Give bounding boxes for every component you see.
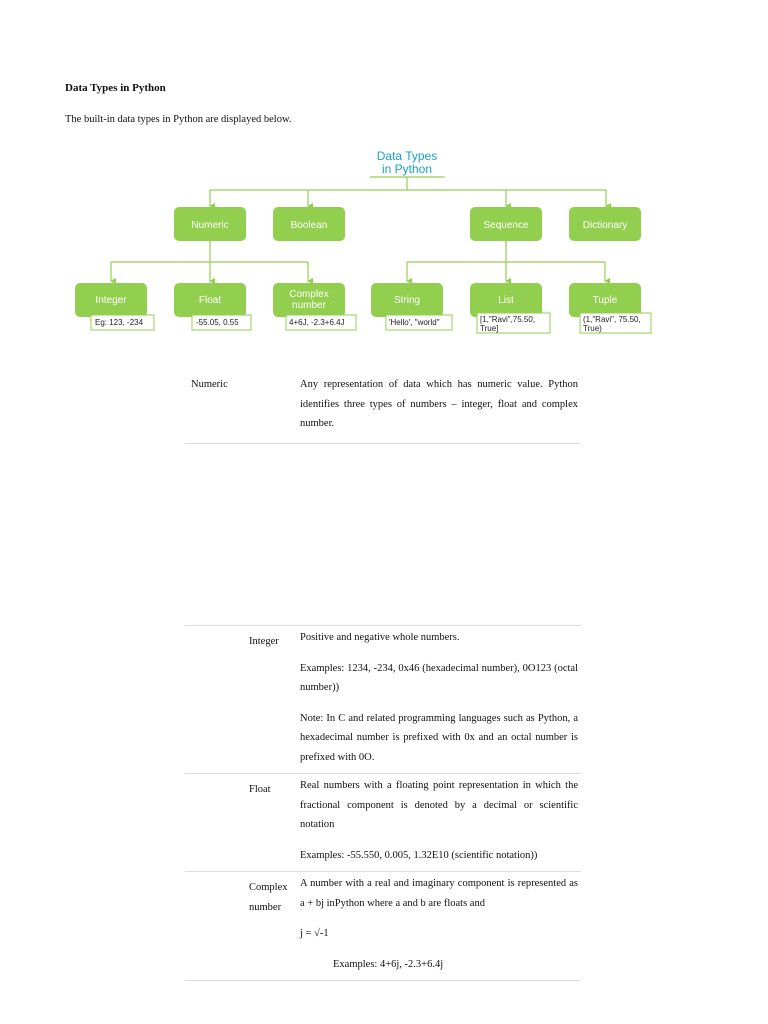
type-list-label: List — [498, 295, 514, 306]
page-heading: Data Types in Python — [65, 82, 166, 94]
type-tuple-label: Tuple — [592, 295, 618, 306]
numeric-table-row — [185, 375, 581, 444]
diagram-root-label-line2: in Python — [381, 162, 433, 176]
table-row-complex — [185, 872, 581, 981]
level1-connectors — [210, 177, 606, 206]
example-tuple — [580, 313, 651, 333]
category-dictionary-label: Dictionary — [582, 220, 628, 231]
type-complex-number — [273, 283, 345, 317]
type-string — [371, 283, 443, 317]
type-list — [470, 283, 542, 317]
intro-text: The built-in data types in Python are displayed below. — [65, 114, 292, 125]
type-float-label: Float — [198, 295, 222, 306]
complex-term: Complex number — [249, 882, 288, 913]
table-row-integer — [185, 626, 581, 774]
example-float-text: -55.05, 0.55 — [196, 318, 239, 327]
category-sequence — [470, 207, 542, 241]
complex-definition: A number with a real and imaginary component is represented as a + bj inPython where a and b are floats and — [300, 878, 578, 909]
category-dictionary — [569, 207, 641, 241]
example-list-line1: [1,"Ravi",75.50, — [480, 315, 536, 324]
type-tuple — [569, 283, 641, 317]
numeric-description: Any representation of data which has numeric value. Python identifies three types of numbers – integer, float and complex number. — [300, 379, 578, 429]
float-description — [300, 774, 578, 871]
float-examples: Examples: -55.550, 0.005, 1.32E10 (scientific notation)) — [300, 849, 538, 861]
category-numeric — [174, 207, 246, 241]
category-boolean-label: Boolean — [290, 220, 328, 231]
integer-note: Note: In C and related programming languages such as Python, a hexadecimal number is prefixed with 0x and an octal number is prefixed with 0O. — [300, 712, 578, 763]
data-types-diagram — [60, 142, 680, 342]
example-complex-text: 4+6J, -2.3+6.4J — [289, 318, 345, 327]
example-integer — [91, 315, 154, 330]
type-string-label: String — [393, 295, 421, 306]
example-list-line2: True] — [480, 324, 499, 333]
type-complex-label: Complex number — [289, 289, 329, 311]
diagram-root-label-line1: Data Types — [376, 149, 438, 163]
example-float — [192, 315, 251, 330]
example-tuple-line1: (1,"Ravi", 75.50, — [583, 315, 641, 324]
integer-term: Integer — [249, 636, 279, 647]
example-string — [386, 315, 452, 330]
integer-definition: Positive and negative whole numbers. — [300, 632, 460, 643]
category-numeric-label: Numeric — [191, 220, 229, 231]
type-float — [174, 283, 246, 317]
example-tuple-line2: True) — [583, 324, 602, 333]
example-string-text: 'Hello', "world" — [389, 318, 440, 327]
integer-description — [300, 626, 578, 773]
complex-j-definition: j = √-1 — [300, 928, 329, 939]
float-definition: Real numbers with a floating point representation in which the fractional component is denoted by a decimal or scientific notation — [300, 780, 578, 830]
type-integer — [75, 283, 147, 317]
complex-examples: Examples: 4+6j, -2.3+6.4j — [333, 958, 444, 970]
numeric-types-table — [185, 625, 581, 981]
example-complex — [286, 315, 356, 330]
example-integer-text: Eg: 123, -234 — [95, 318, 144, 327]
complex-description — [300, 872, 578, 980]
numeric-term: Numeric — [191, 379, 228, 390]
integer-examples: Examples: 1234, -234, 0x46 (hexadecimal number), 0O123 (octal number)) — [300, 662, 578, 693]
category-boolean — [273, 207, 345, 241]
type-integer-label: Integer — [95, 295, 127, 306]
float-term: Float — [249, 784, 271, 795]
table-row-float — [185, 774, 581, 872]
example-list — [477, 313, 550, 333]
category-sequence-label: Sequence — [483, 220, 529, 231]
level2-connectors — [111, 241, 605, 281]
